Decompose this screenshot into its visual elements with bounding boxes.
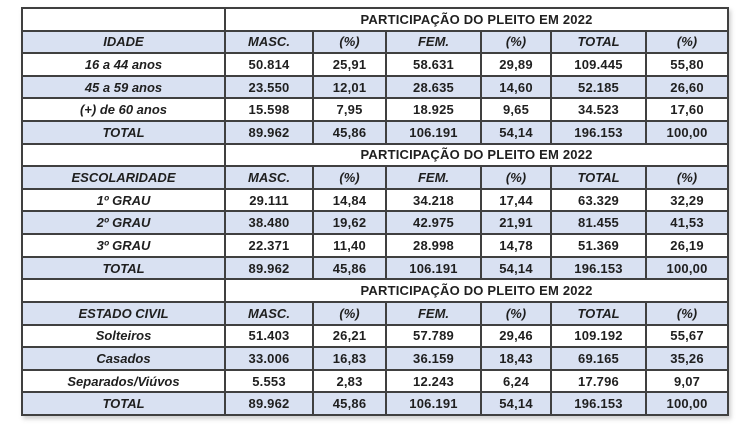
value-cell: 19,62 (313, 211, 386, 234)
value-cell: 29.111 (225, 189, 313, 212)
total-value-cell: 196.153 (551, 121, 646, 144)
data-row (22, 370, 728, 393)
total-value-cell: 196.153 (551, 392, 646, 415)
total-value-cell: 196.153 (551, 257, 646, 280)
value-cell: 34.523 (551, 98, 646, 121)
value-cell: 81.455 (551, 211, 646, 234)
column-header-cell: FEM. (386, 166, 481, 189)
value-cell: 109.445 (551, 53, 646, 76)
total-value-cell: 100,00 (646, 121, 728, 144)
row-label-cell: Solteiros (22, 325, 225, 348)
total-value-cell: 54,14 (481, 392, 551, 415)
total-value-cell: 106.191 (386, 121, 481, 144)
banner-spacer-cell (22, 8, 225, 31)
value-cell: 25,91 (313, 53, 386, 76)
value-cell: 14,60 (481, 76, 551, 99)
section-banner-row (22, 144, 728, 167)
data-row (22, 76, 728, 99)
value-cell: 35,26 (646, 347, 728, 370)
data-row (22, 234, 728, 257)
total-value-cell: 106.191 (386, 257, 481, 280)
value-cell: 28.998 (386, 234, 481, 257)
banner-spacer-cell (22, 279, 225, 302)
section-banner-row (22, 279, 728, 302)
category-header-cell: ESTADO CIVIL (22, 302, 225, 325)
column-header-cell: (%) (481, 166, 551, 189)
column-header-cell: (%) (313, 166, 386, 189)
column-header-cell: FEM. (386, 302, 481, 325)
section-banner-row (22, 8, 728, 31)
banner-spacer-cell (22, 144, 225, 167)
column-header-cell: (%) (646, 31, 728, 54)
value-cell: 21,91 (481, 211, 551, 234)
section-header-row (22, 166, 728, 189)
column-header-cell: TOTAL (551, 31, 646, 54)
value-cell: 12,01 (313, 76, 386, 99)
value-cell: 16,83 (313, 347, 386, 370)
row-label-cell: 1º GRAU (22, 189, 225, 212)
value-cell: 9,07 (646, 370, 728, 393)
column-header-cell: (%) (313, 302, 386, 325)
column-header-cell: (%) (646, 302, 728, 325)
section-banner: PARTICIPAÇÃO DO PLEITO EM 2022 (225, 8, 728, 31)
total-value-cell: 100,00 (646, 257, 728, 280)
data-row (22, 98, 728, 121)
total-value-cell: 100,00 (646, 392, 728, 415)
total-label-cell: TOTAL (22, 392, 225, 415)
value-cell: 36.159 (386, 347, 481, 370)
value-cell: 63.329 (551, 189, 646, 212)
value-cell: 55,67 (646, 325, 728, 348)
total-row (22, 121, 728, 144)
value-cell: 18,43 (481, 347, 551, 370)
row-label-cell: 45 a 59 anos (22, 76, 225, 99)
total-value-cell: 45,86 (313, 121, 386, 144)
value-cell: 109.192 (551, 325, 646, 348)
total-value-cell: 45,86 (313, 392, 386, 415)
column-header-cell: (%) (646, 166, 728, 189)
value-cell: 58.631 (386, 53, 481, 76)
row-label-cell: Casados (22, 347, 225, 370)
category-header-cell: ESCOLARIDADE (22, 166, 225, 189)
total-value-cell: 89.962 (225, 257, 313, 280)
value-cell: 17,60 (646, 98, 728, 121)
section-header-row (22, 31, 728, 54)
row-label-cell: 3º GRAU (22, 234, 225, 257)
data-row (22, 189, 728, 212)
row-label-cell: 16 a 44 anos (22, 53, 225, 76)
value-cell: 14,78 (481, 234, 551, 257)
category-header-cell: IDADE (22, 31, 225, 54)
total-value-cell: 106.191 (386, 392, 481, 415)
total-value-cell: 89.962 (225, 121, 313, 144)
value-cell: 52.185 (551, 76, 646, 99)
total-value-cell: 45,86 (313, 257, 386, 280)
value-cell: 26,60 (646, 76, 728, 99)
row-label-cell: 2º GRAU (22, 211, 225, 234)
value-cell: 5.553 (225, 370, 313, 393)
value-cell: 17,44 (481, 189, 551, 212)
total-row (22, 257, 728, 280)
total-value-cell: 89.962 (225, 392, 313, 415)
data-row (22, 325, 728, 348)
column-header-cell: MASC. (225, 31, 313, 54)
value-cell: 7,95 (313, 98, 386, 121)
total-value-cell: 54,14 (481, 257, 551, 280)
column-header-cell: (%) (481, 302, 551, 325)
value-cell: 6,24 (481, 370, 551, 393)
row-label-cell: Separados/Viúvos (22, 370, 225, 393)
value-cell: 14,84 (313, 189, 386, 212)
value-cell: 29,89 (481, 53, 551, 76)
column-header-cell: (%) (481, 31, 551, 54)
value-cell: 15.598 (225, 98, 313, 121)
section-banner: PARTICIPAÇÃO DO PLEITO EM 2022 (225, 144, 728, 167)
column-header-cell: MASC. (225, 166, 313, 189)
value-cell: 18.925 (386, 98, 481, 121)
value-cell: 41,53 (646, 211, 728, 234)
value-cell: 51.369 (551, 234, 646, 257)
column-header-cell: TOTAL (551, 302, 646, 325)
participation-table (21, 7, 729, 416)
value-cell: 55,80 (646, 53, 728, 76)
total-label-cell: TOTAL (22, 257, 225, 280)
value-cell: 17.796 (551, 370, 646, 393)
value-cell: 38.480 (225, 211, 313, 234)
row-label-cell: (+) de 60 anos (22, 98, 225, 121)
value-cell: 11,40 (313, 234, 386, 257)
value-cell: 26,19 (646, 234, 728, 257)
value-cell: 51.403 (225, 325, 313, 348)
data-row (22, 53, 728, 76)
value-cell: 33.006 (225, 347, 313, 370)
value-cell: 9,65 (481, 98, 551, 121)
value-cell: 23.550 (225, 76, 313, 99)
value-cell: 29,46 (481, 325, 551, 348)
data-row (22, 211, 728, 234)
value-cell: 50.814 (225, 53, 313, 76)
column-header-cell: MASC. (225, 302, 313, 325)
column-header-cell: TOTAL (551, 166, 646, 189)
column-header-cell: (%) (313, 31, 386, 54)
column-header-cell: FEM. (386, 31, 481, 54)
total-value-cell: 54,14 (481, 121, 551, 144)
data-row (22, 347, 728, 370)
total-row (22, 392, 728, 415)
value-cell: 32,29 (646, 189, 728, 212)
value-cell: 28.635 (386, 76, 481, 99)
value-cell: 34.218 (386, 189, 481, 212)
section-banner: PARTICIPAÇÃO DO PLEITO EM 2022 (225, 279, 728, 302)
total-label-cell: TOTAL (22, 121, 225, 144)
value-cell: 69.165 (551, 347, 646, 370)
value-cell: 22.371 (225, 234, 313, 257)
value-cell: 2,83 (313, 370, 386, 393)
section-header-row (22, 302, 728, 325)
value-cell: 57.789 (386, 325, 481, 348)
value-cell: 12.243 (386, 370, 481, 393)
value-cell: 26,21 (313, 325, 386, 348)
value-cell: 42.975 (386, 211, 481, 234)
